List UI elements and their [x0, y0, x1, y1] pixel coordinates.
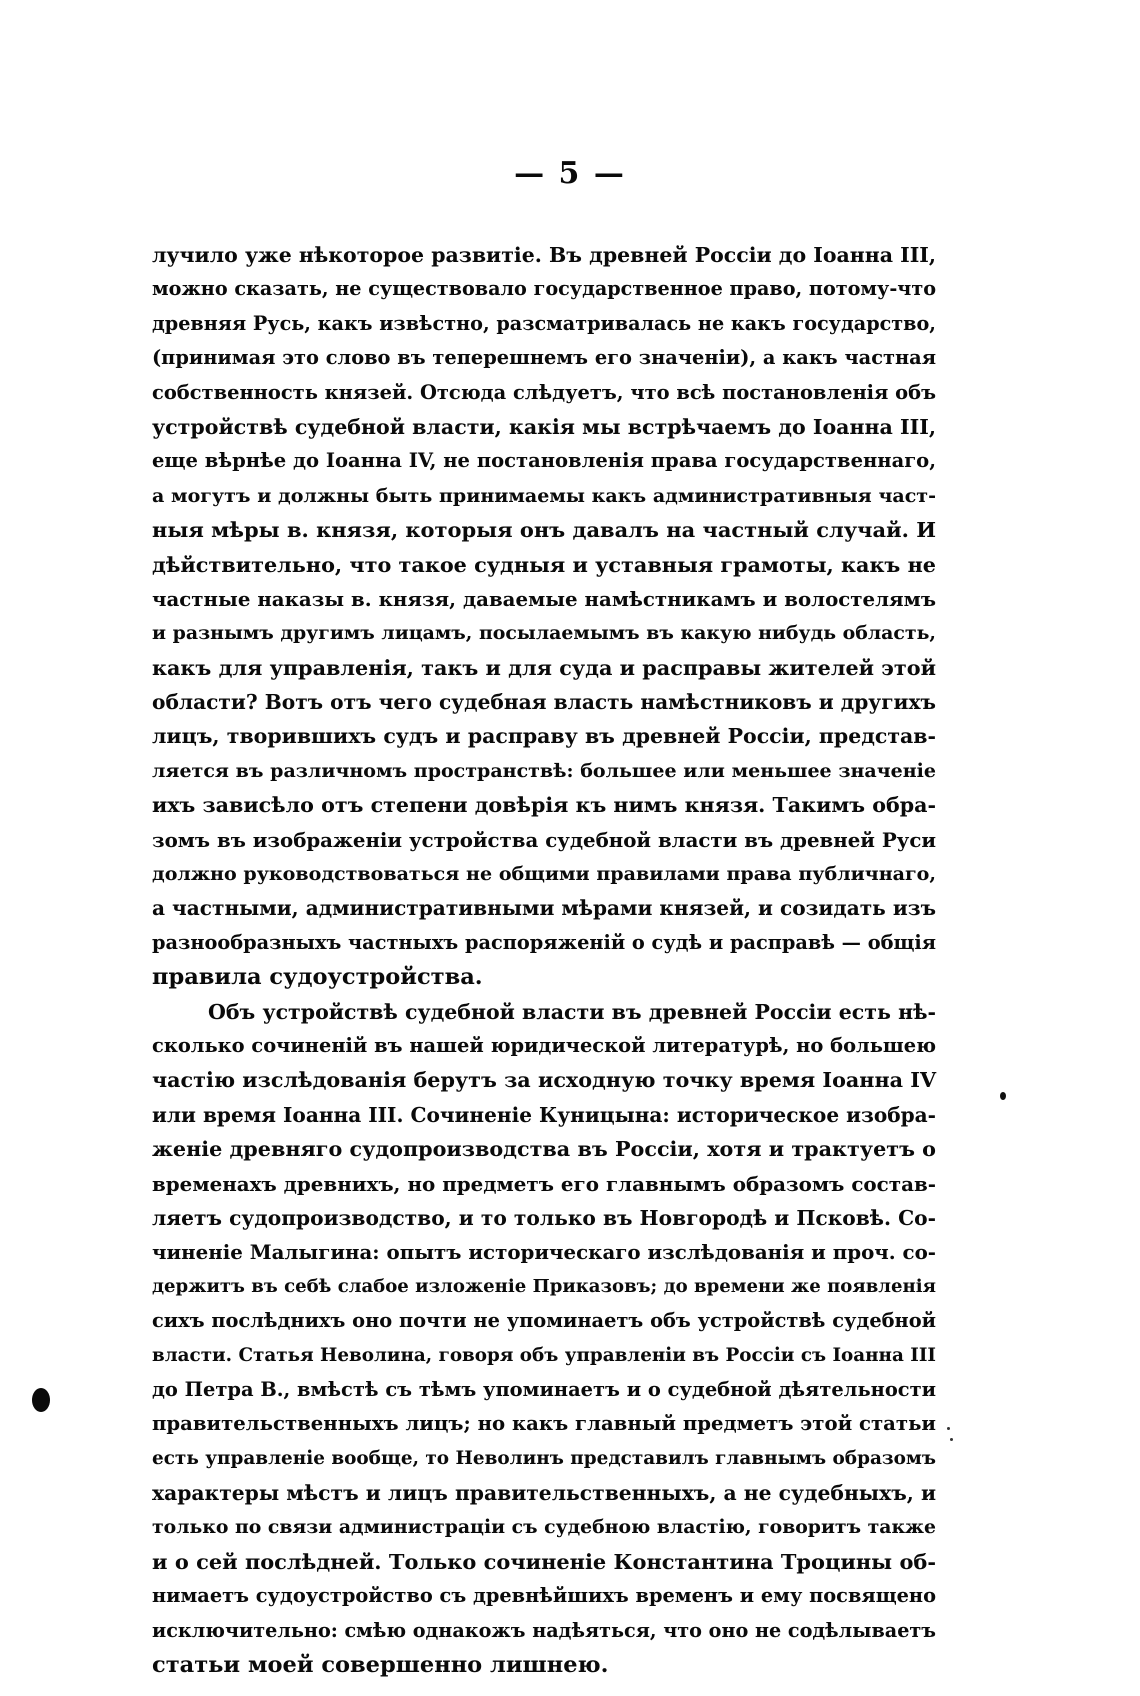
text-line: а частными, административными мѣрами князей, и созидать изъ	[152, 896, 936, 921]
text-line: ихъ зависѣло отъ степени довѣрія къ нимъ князя. Такимъ обра-	[152, 793, 936, 818]
text-line: правила судоустройства.	[152, 964, 483, 991]
text-line: правительственныхъ лицъ; но какъ главный предметъ этой статьи	[152, 1412, 936, 1436]
text-line: и разнымъ другимъ лицамъ, посылаемымъ въ какую нибудь область,	[152, 622, 936, 645]
text-line: есть управленіе вообще, то Неволинъ представилъ главнымъ образомъ	[152, 1447, 936, 1469]
text-line: древняя Русь, какъ извѣстно, разсматривалась не какъ государство,	[152, 311, 936, 335]
text-line: частію изслѣдованія берутъ за исходную точку время Іоанна IV	[152, 1068, 936, 1093]
text-line: какъ для управленія, такъ и для суда и расправы жителей этой	[152, 655, 936, 680]
text-line: власти. Статья Неволина, говоря объ управленіи въ Россіи съ Іоанна III	[152, 1344, 936, 1366]
text-line: статьи моей совершенно лишнею.	[152, 1652, 609, 1679]
text-line: собственность князей. Отсюда слѣдуетъ, что всѣ постановленія объ	[152, 380, 936, 404]
text-line: лицъ, творившихъ судъ и расправу въ древней Россіи, представ-	[152, 724, 936, 749]
text-line: Объ устройствѣ судебной власти въ древней Россіи есть нѣ-	[208, 999, 936, 1024]
text-line: сколько сочиненій въ нашей юридической литературѣ, но большею	[152, 1033, 936, 1057]
text-line: только по связи администраціи съ судебною властію, говоритъ также	[152, 1516, 936, 1539]
text-line: характеры мѣстъ и лицъ правительственныхъ, а не судебныхъ, и	[152, 1481, 936, 1506]
text-line: сихъ послѣднихъ оно почти не упоминаетъ объ устройствѣ судебной	[152, 1309, 936, 1333]
body-text	[152, 238, 936, 1682]
ink-speck	[947, 1427, 950, 1430]
ink-blot	[32, 1388, 50, 1412]
text-line: и о сей послѣдней. Только сочиненіе Константина Троцины об-	[152, 1548, 936, 1574]
text-line: нимаетъ судоустройство съ древнѣйшихъ временъ и ему посвящено	[152, 1584, 936, 1608]
text-line: ляется въ различномъ пространствѣ: большее или меньшее значеніе	[152, 759, 936, 782]
text-line: устройствѣ судебной власти, какія мы встрѣчаемъ до Іоанна III,	[152, 414, 936, 439]
text-line: разнообразныхъ частныхъ распоряженій о судѣ и расправѣ — общія	[152, 930, 936, 954]
text-line: (принимая это слово въ теперешнемъ его значеніи), а какъ частная	[152, 346, 936, 370]
text-line: можно сказать, не существовало государственное право, потому-что	[152, 277, 936, 301]
text-line: лучило уже нѣкоторое развитіе. Въ древней Россіи до Іоанна III,	[152, 243, 936, 267]
text-line: должно руководствоваться не общими правилами права публичнаго,	[152, 863, 936, 886]
text-line: еще вѣрнѣе до Іоанна IV, не постановленія права государственнаго,	[152, 449, 936, 473]
text-line: зомъ въ изображеніи устройства судебной власти въ древней Руси	[152, 827, 936, 852]
text-line: частные наказы в. князя, даваемые намѣстникамъ и волостелямъ	[152, 586, 936, 611]
text-line: исключительно: смѣю однакожъ надѣяться, что оно не содѣлываетъ	[152, 1618, 937, 1642]
text-line: ляетъ судопроизводство, и то только въ Новгородѣ и Псковѣ. Со-	[152, 1205, 936, 1230]
text-line: до Петра В., вмѣстѣ съ тѣмъ упоминаетъ и о судебной дѣятельности	[152, 1377, 936, 1401]
text-line: ныя мѣры в. князя, которыя онъ давалъ на частный случай. И	[152, 517, 936, 543]
text-line: временахъ древнихъ, но предметъ его главнымъ образомъ состав-	[152, 1171, 936, 1196]
text-line: держитъ въ себѣ слабое изложеніе Приказовъ; до времени же появленія	[152, 1275, 936, 1297]
text-line: дѣйствительно, что такое судныя и уставныя грамоты, какъ не	[152, 552, 936, 577]
ink-speck	[1000, 1092, 1006, 1100]
text-line: области? Вотъ отъ чего судебная власть намѣстниковъ и другихъ	[152, 690, 936, 715]
text-line: женіе древняго судопроизводства въ Россіи, хотя и трактуетъ о	[152, 1137, 936, 1162]
page-number: — 5 —	[514, 156, 626, 191]
text-line: или время Іоанна III. Сочиненіе Куницына: историческое изобра-	[152, 1102, 936, 1127]
text-line: чиненіе Малыгина: опытъ историческаго изслѣдованія и проч. со-	[152, 1240, 936, 1265]
text-line: а могутъ и должны быть принимаемы какъ административныя част-	[152, 484, 936, 507]
ink-speck	[950, 1438, 953, 1441]
